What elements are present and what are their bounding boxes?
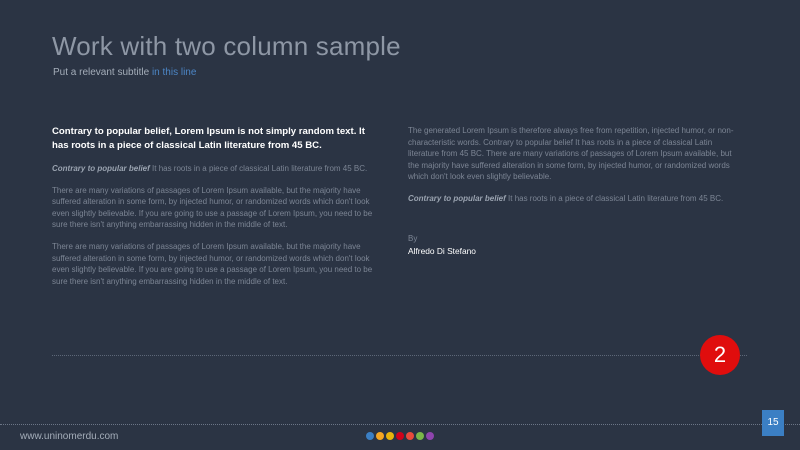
- left-paragraph-3: There are many variations of passages of Lorem Ipsum available, but the majority have suffered alteration in some form, by injected humor, or randomized words which don't look even slightly believable. If you are going to use a passage of Lorem Ipsum, you need to be sure there isn't anything embarrassing hidden in the middle of text.: [52, 241, 373, 286]
- left-emphasis: Contrary to popular belief: [52, 164, 150, 173]
- slide-title: Work with two column sample: [52, 31, 401, 61]
- color-dot: [366, 432, 374, 440]
- color-dot: [396, 432, 404, 440]
- left-paragraph-1: [52, 163, 384, 175]
- color-dot: [386, 432, 394, 440]
- color-dot: [416, 432, 424, 440]
- page-number: 15: [762, 410, 784, 436]
- right-emphasis-rest: It has roots in a piece of classical Latin literature from 45 BC.: [505, 193, 724, 203]
- author-name: Alfredo Di Stefano: [408, 245, 476, 256]
- slide-number-badge: 2: [700, 335, 740, 375]
- right-paragraph-2: [408, 193, 740, 205]
- author-block: [408, 233, 740, 257]
- left-column: [52, 125, 384, 297]
- right-column: [408, 125, 740, 257]
- by-label: By: [408, 233, 418, 243]
- color-dots: [366, 432, 434, 440]
- color-dot: [406, 432, 414, 440]
- slide-subtitle: [53, 67, 196, 78]
- left-emphasis-rest: It has roots in a piece of classical Latin literature from 45 BC.: [149, 164, 368, 173]
- color-dot: [376, 432, 384, 440]
- left-lead-paragraph: Contrary to popular belief, Lorem Ipsum is not simply random text. It has roots in a piece of classical Latin literature from 45 BC.: [52, 126, 365, 151]
- right-paragraph-1: The generated Lorem Ipsum is therefore always free from repetition, injected humor, or non-characteristic words. Contrary to popular belief It has roots in a piece of classical Latin literature from 45 BC. There are many variations of passages of Lorem Ipsum available, but the majority have suffered alteration in some form, by injected humor, or randomized words which don't look even slightly believable.: [408, 126, 734, 182]
- footer-url[interactable]: www.uninomerdu.com: [20, 431, 119, 442]
- subtitle-text: Put a relevant subtitle: [53, 67, 152, 78]
- content-divider: [52, 355, 747, 356]
- right-emphasis: Contrary to popular belief: [408, 193, 506, 203]
- color-dot: [426, 432, 434, 440]
- footer-divider: [0, 424, 800, 425]
- subtitle-accent-text: in this line: [151, 67, 197, 78]
- left-paragraph-2: There are many variations of passages of Lorem Ipsum available, but the majority have suffered alteration in some form, by injected humor, or randomized words which don't look even slightly believable. If you are going to use a passage of Lorem Ipsum, you need to be sure there isn't anything embarrassing hidden in the middle of text.: [52, 185, 373, 230]
